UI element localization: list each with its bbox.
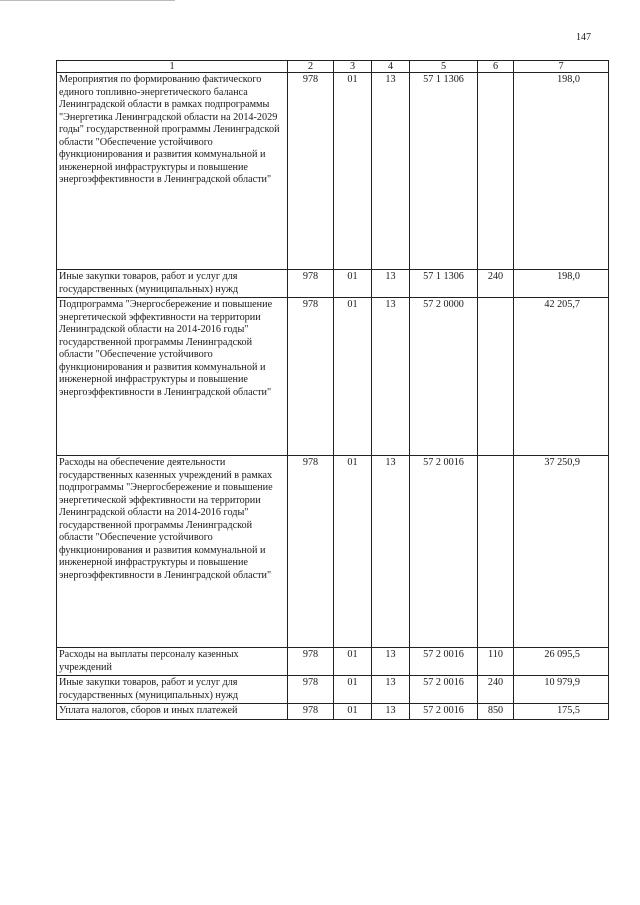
table-row [57, 270, 609, 298]
column-header: 5 [410, 61, 478, 73]
cell-ministry-code: 978 [288, 676, 334, 704]
cell-amount: 198,0 [514, 73, 609, 270]
cell-target-article: 57 1 1306 [410, 73, 478, 270]
cell-section: 01 [334, 456, 372, 648]
cell-ministry-code: 978 [288, 648, 334, 676]
table-row [57, 456, 609, 648]
cell-section: 01 [334, 648, 372, 676]
column-header: 1 [57, 61, 288, 73]
cell-subsection: 13 [372, 704, 410, 720]
cell-section: 01 [334, 704, 372, 720]
cell-subsection: 13 [372, 73, 410, 270]
column-header: 2 [288, 61, 334, 73]
table-header-row [57, 61, 609, 73]
row-name: Иные закупки товаров, работ и услуг для государственных (муниципальных) нужд [57, 676, 288, 704]
table-row [57, 676, 609, 704]
cell-target-article: 57 2 0016 [410, 676, 478, 704]
cell-ministry-code: 978 [288, 456, 334, 648]
cell-target-article: 57 2 0016 [410, 456, 478, 648]
column-header: 3 [334, 61, 372, 73]
row-name: Иные закупки товаров, работ и услуг для государственных (муниципальных) нужд [57, 270, 288, 298]
cell-expense-type: 240 [478, 676, 514, 704]
cell-amount: 198,0 [514, 270, 609, 298]
cell-ministry-code: 978 [288, 298, 334, 456]
table-row [57, 704, 609, 720]
cell-amount: 26 095,5 [514, 648, 609, 676]
column-header: 7 [514, 61, 609, 73]
cell-expense-type [478, 73, 514, 270]
page-number: 147 [576, 32, 591, 43]
cell-amount: 10 979,9 [514, 676, 609, 704]
cell-section: 01 [334, 73, 372, 270]
cell-amount: 175,5 [514, 704, 609, 720]
cell-ministry-code: 978 [288, 704, 334, 720]
budget-table [56, 60, 609, 720]
row-name: Подпрограмма "Энергосбережение и повышение энергетической эффективности на территории Ленинградской области на 2014-2016 годы" государственной программы Ленинградской области "Обеспечение устойчивого функционирования и развития коммунальной и инженерной инфраструктуры и повышение энергоэффективности в Ленинградской области" [57, 298, 288, 456]
cell-ministry-code: 978 [288, 270, 334, 298]
cell-subsection: 13 [372, 648, 410, 676]
table-row [57, 73, 609, 270]
table-row [57, 298, 609, 456]
cell-section: 01 [334, 298, 372, 456]
cell-target-article: 57 2 0016 [410, 648, 478, 676]
cell-subsection: 13 [372, 270, 410, 298]
cell-subsection: 13 [372, 676, 410, 704]
cell-target-article: 57 2 0000 [410, 298, 478, 456]
cell-target-article: 57 2 0016 [410, 704, 478, 720]
cell-section: 01 [334, 676, 372, 704]
cell-expense-type: 850 [478, 704, 514, 720]
row-name: Расходы на обеспечение деятельности государственных казенных учреждений в рамках подпрограммы "Энергосбережение и повышение энергетической эффективности на территории Ленинградской области на 2014-2016 годы" государственной программы Ленинградской области "Обеспечение устойчивого функционирования и развития коммунальной и инженерной инфраструктуры и повышение энергоэффективности в Ленинградской области" [57, 456, 288, 648]
cell-expense-type [478, 298, 514, 456]
cell-subsection: 13 [372, 456, 410, 648]
cell-section: 01 [334, 270, 372, 298]
row-name: Уплата налогов, сборов и иных платежей [57, 704, 288, 720]
column-header: 6 [478, 61, 514, 73]
row-name: Мероприятия по формированию фактического единого топливно-энергетического баланса Ленинградской области в рамках подпрограммы "Энергетика Ленинградской области на 2014-2029 годы" государственной программы Ленинградской области "Обеспечение устойчивого функционирования и развития коммунальной и инженерной инфраструктуры и повышение энергоэффективности в Ленинградской области" [57, 73, 288, 270]
cell-target-article: 57 1 1306 [410, 270, 478, 298]
scan-artifact-line [0, 0, 175, 1]
cell-ministry-code: 978 [288, 73, 334, 270]
cell-amount: 37 250,9 [514, 456, 609, 648]
cell-expense-type: 240 [478, 270, 514, 298]
column-header: 4 [372, 61, 410, 73]
cell-amount: 42 205,7 [514, 298, 609, 456]
cell-expense-type [478, 456, 514, 648]
cell-expense-type: 110 [478, 648, 514, 676]
table-row [57, 648, 609, 676]
row-name: Расходы на выплаты персоналу казенных учреждений [57, 648, 288, 676]
cell-subsection: 13 [372, 298, 410, 456]
